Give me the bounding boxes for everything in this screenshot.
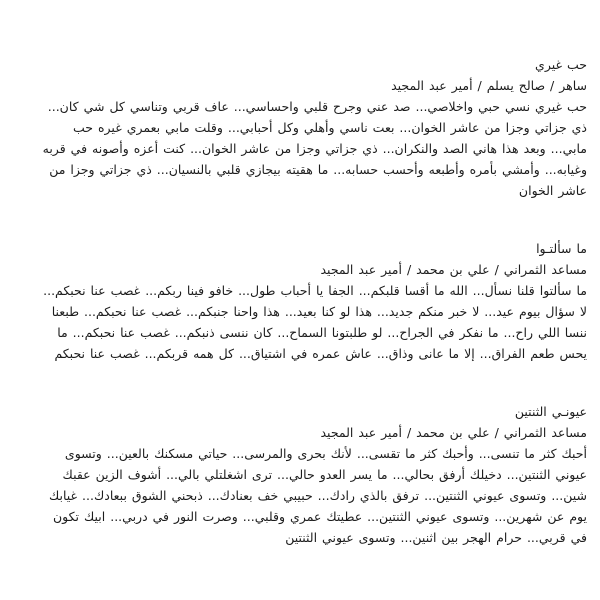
song-artists: مساعد الثمراني / علي بن محمد / أمير عبد المجيد <box>320 262 587 277</box>
song-section-1 <box>42 54 587 201</box>
song-lyrics: ما سألتوا قلنا نسأل... الله ما أقسا قلبكم... الجفا يا أحباب طول... خافو فينا ربكم... غصب عنا نحبكم... لا سؤال بيوم عيد... لا خبر منكم جديد... هذا لو كنا بعيد... هذا واحنا جنبكم... غصب عنا نحبكم... طبعنا ننسا اللي راح... ما نفكر في الجراح... لو طلبتونا السماح... كان ننسى ذنبكم... غصب عنا نحبكم... ما يحس طعم الفراق... إلا ما عانى وذاق... عاش عمره في اشتياق... كل همه قربكم... غصب عنا نحبكم <box>43 283 587 361</box>
song-title: عيونـي الثنتين <box>514 404 587 419</box>
song-lyrics: أحبك كثر ما تنسى... وأحبك كثر ما تقسى... لأنك بحرى والمرسى... حياتي مسكنك بالعين... وتسوى عيوني الثنتين... دخيلك أرفق بحالي... ما يسر العدو حالي... ترى اشغلتلي بالي... أشوف الزين عقبك شين... وتسوى عيوني الثنتين... ترفق بالذي رادك... حبيبي خف بعنادك... ذبحني الشوق ببعادك... غيابك يوم عن شهرين... وتسوى عيوني الثنتين... عطيتك عمري وقلبي... وصرت النور في دربي... ابيك تكون في قربي... حرام الهجر بين اثنين... وتسوى عيوني الثنتين <box>48 446 587 545</box>
song-title: ما سألتـوا <box>536 241 587 256</box>
song-artists: مساعد الثمراني / علي بن محمد / أمير عبد المجيد <box>320 425 587 440</box>
song-section-2 <box>42 238 587 364</box>
song-title: حب غيري <box>535 57 587 72</box>
song-section-3 <box>42 401 587 548</box>
song-lyrics: حب غيري نسي حبي واخلاصي... صد عني وجرح قلبي واحساسي... عاف قربي وتناسي كل شي كان... ذي جزاتي وجزا من عاشر الخوان... بعت ناسي وأهلي وكل أحبابي... وقلت مابي بعمري غيره حب مابي... وبعد هذا هاني الصد والنكران... ذي جزاتي وجزا من عاشر الخوان... كنت أعزه وأصونه في قربه وغيابه... وأمشي بأمره وأطبعه وأحسب حسابه... ما هقيته بيجازي قلبي بالنسيان... ذي جزاتي وجزا من عاشر الخوان <box>42 99 587 198</box>
song-artists: ساهر / صالح يسلم / أمير عبد المجيد <box>391 78 587 93</box>
